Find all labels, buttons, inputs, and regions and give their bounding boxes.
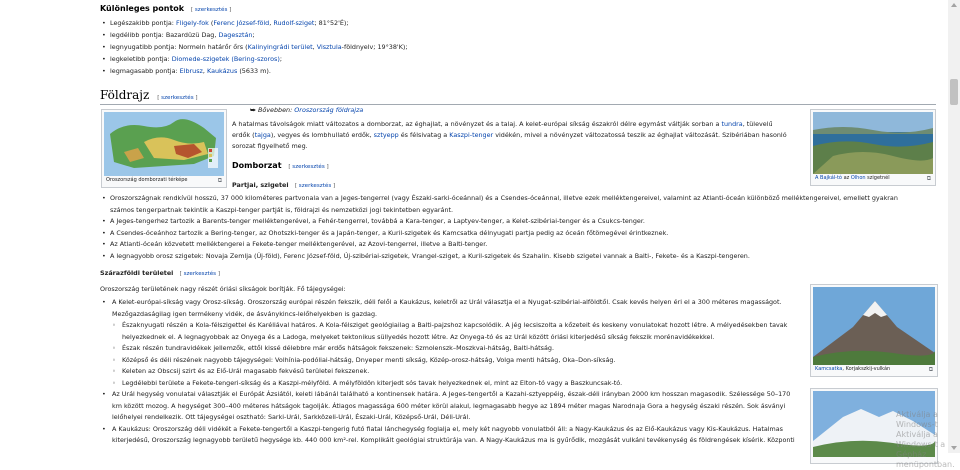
scroll-down-arrow-icon[interactable] [951, 446, 957, 450]
special-point-item: • legkeletibb pontja: Diomede-szigetek (Bering-szoros); [100, 53, 408, 65]
kamchatka-caption: Kamcsatka, Korjakszkij-vulkán ⧉ [815, 366, 933, 373]
special-point-item: • legdélibb pontja: Bazardüzü Dag, Dagesztán; [100, 29, 408, 41]
main-article-icon: ⮩ [250, 106, 258, 114]
enlarge-icon[interactable]: ⧉ [926, 175, 931, 182]
enlarge-icon[interactable]: ⧉ [217, 177, 222, 184]
coast-list [100, 193, 916, 262]
land-intro: Oroszország területének nagy részét óriási síkságok borítják. Fő tájegységei: [100, 285, 346, 293]
baikal-caption: A Bajkál-tó az Olhon szigetnél ⧉ [815, 175, 931, 182]
article-content [96, 0, 955, 469]
land-list [100, 297, 800, 447]
relief-map-thumbnail[interactable] [101, 109, 227, 188]
special-points-heading: Különleges pontok [100, 4, 185, 13]
coast-list-item: • A Jeges-tengerhez tartozik a Barents-tenger melléktengerével, a Fehér-tengerrel, továbbá a Kara-tenger, a Laptyev-tenger, a Kelet-szibériai-tenger és a Csukcs-tenger. [100, 216, 916, 228]
edit-coast-link[interactable]: [ szerkesztés ] [294, 183, 336, 189]
special-point-link[interactable]: Elbrusz [179, 67, 203, 75]
edit-section-link[interactable]: [ szerkesztés ] [190, 7, 232, 13]
intro-link[interactable]: tundra [721, 120, 743, 128]
land-heading: Szárazföldi területei [ szerkesztés ] [100, 269, 221, 277]
section-title-geography [100, 88, 936, 105]
special-point-link[interactable]: Kalinyingrádi terület [247, 43, 313, 51]
land-sublist-item: ◦ Legdélebbi területe a Fekete-tengeri-síkság és a Kaszpi-mélyföld. A mélyföldön kiterjedt sós tavak helyezkednek el, mint az Elton-tó vagy a Baszkuncsak-tó. [100, 378, 800, 390]
baikal-thumbnail[interactable] [810, 109, 936, 186]
relief-heading: Domborzat [ szerkesztés ] [232, 161, 329, 170]
enlarge-icon[interactable]: ⧉ [928, 366, 933, 373]
special-point-link[interactable]: Kaukázus [206, 67, 238, 75]
special-point-item: • legmagasabb pontja: Elbrusz, Kaukázus (5633 m). [100, 65, 408, 77]
olhon-link[interactable]: Olhon [850, 175, 866, 181]
land-sublist-item: ◦ Keleten az Obscsij szirt és az Elő-Urál magasabb fekvésű területei fekszenek. [100, 366, 800, 378]
coast-list-item: • Oroszországnak rendkívül hosszú, 37 000 kilométeres partvonala van a Jeges-tengerrel (vagy Északi-sarki-óceánnal) és a Csendes-óceánnal, illetve ezek melléktengereivel, valamint az Atlanti-óceán különböző melléktengereivel, emellett gyakran számos tengerpartnak tekintik a Kaszpi-tenger partját is, földrajzi és nemzetközi jogi tekintetben egyaránt. [100, 193, 916, 216]
land-sublist [100, 320, 800, 389]
activation-watermark: Aktiválja a Windows-t Aktiválja a Windows-t a Gépház menüpontban. [896, 410, 955, 469]
special-point-item: • legnyugatibb pontja: Normeln határőr őrs (Kalinyingrádi terület, Visztula-földnyelv; 19°38'K); [100, 41, 408, 53]
scrollbar-thumb[interactable] [950, 79, 958, 105]
special-point-item: • Legészakibb pontja: Fligely-fok (Ferenc József-föld, Rudolf-sziget; 81°52'É); [100, 17, 408, 29]
section-title-special-points [100, 4, 231, 13]
coast-list-item: • A legnagyobb orosz szigetek: Novaja Zemlja (Új-föld), Ferenc József-föld, Új-szibériai-szigetek, Vrangel-sziget, a Kuril-szigetek és Szahalin. Kisebb szigetei vannak a Balti-, Fekete- és a Kaszpi-tengeren. [100, 251, 916, 263]
special-point-link[interactable]: Visztula [316, 43, 342, 51]
edit-land-link[interactable]: [ szerkesztés ] [179, 271, 221, 277]
land-sublist-item: ◦ Északnyugati részén a Kola-félszigettel és Karéliával határos. A Kola-félsziget geológiailag a Balti-pajzshoz kapcsolódik. A jég lecsiszolta a kőzeteit és keskeny vonulatokat hozott létre. A mélyedésekben tavak helyezkednek el. A legnagyobbak az Onyega és a Ladoga, melyeket tektonikus süllyedés hozott létre. Az Onyega-tó és az Urál között óriási kiterjedésű síkság fekszik morénavidékekkel. [100, 320, 800, 343]
coast-heading: Partjai, szigetei [ szerkesztés ] [232, 181, 336, 189]
kamchatka-thumbnail[interactable] [810, 284, 938, 377]
baikal-link[interactable]: A Bajkál-tó [815, 175, 842, 181]
special-point-link[interactable]: Rudolf-sziget [273, 19, 315, 27]
edit-relief-link[interactable]: [ szerkesztés ] [288, 164, 329, 170]
baikal-image[interactable] [813, 112, 933, 174]
coast-list-item: • A Csendes-óceánhoz tartozik a Bering-tenger, az Ohotszki-tenger és a Japán-tenger, a Kuril-szigetek és Kamcsatka délnyugati partja pedig az óceán főtömegével érintkeznek. [100, 228, 916, 240]
intro-link[interactable]: Kaszpi-tenger [449, 131, 494, 139]
land-list-item: • A Kelet-európai-síkság vagy Orosz-síkság. Oroszország európai részén fekszik, déli felől a Kaukázus, keletről az Urál választja el a Nyugat-szibériai-alföldtől. Csak kevés helyen éri el a 300 méteres magasságot. Mezőgazdaságilag igen termékeny vidék, de ásványkincs-lelőhelyekben is gazdag. [100, 297, 800, 320]
land-sublist-item: ◦ Észak részén tundravidékek jellemzők, ettől kissé délebbre már erdős hátságok fekszenek: Szmolenszk–Moszkvai-hátság, Balti-hátság. [100, 343, 800, 355]
vertical-scrollbar[interactable] [948, 0, 960, 453]
coast-list-item: • Az Atlanti-óceán közvetett melléktengerei a Fekete-tenger melléktengerével, az Azovi-tengerrel, illetve a Balti-tenger. [100, 239, 916, 251]
relief-map-caption: Oroszország domborzati térképe ⧉ [106, 177, 222, 184]
intro-link[interactable]: tajga [254, 131, 271, 139]
relief-map-image[interactable] [104, 112, 224, 176]
special-point-link[interactable]: Fligely-fok [176, 19, 209, 27]
land-sublist-item: ◦ Középső és déli részének nagyobb tájegységei: Volhínia-podóliai-hátság, Dnyeper menti síkság, Közép-orosz-hátság, Volga menti hátság, Oka–Don-síkság. [100, 355, 800, 367]
intro-link[interactable]: sztyepp [373, 131, 399, 139]
special-point-link[interactable]: Dagesztán [218, 31, 253, 39]
geography-heading: Földrajz [100, 88, 150, 102]
main-article-link[interactable]: Oroszország földrajza [294, 106, 364, 114]
land-list-item: • Az Urál hegység vonulatai választják el Európát Ázsiától, keleti lábánál található a kontinensek határa. A Jeges-tengertől a Kazahi-sztyeppéig, észak-déli irányban 2000 km hosszan magasodik. Szélessége 50–170 km között mozog. A hegységet 300–400 méteres hátságok tagolják. Átlagos magassága 600 méter körül alakul, legmagasabb hegye az 1894 méter magas Narodnaja Gora a hegység északi részén. Sok ásványi lelőhelyei rendelkezik. Ott tájegységei osztható: Sarki-Urál, Sarkközeli-Urál, Északi-Urál, Középső-Urál, Déli-Urál. [100, 389, 800, 424]
special-points-list [100, 17, 408, 77]
special-point-link[interactable]: Diomede-szigetek (Bering-szoros) [171, 55, 280, 63]
edit-geography-link[interactable]: [ szerkesztés ] [157, 95, 198, 101]
special-point-link[interactable]: Ferenc József-föld [213, 19, 270, 27]
kamchatka-image[interactable] [813, 287, 935, 365]
land-list-item: • A Kaukázus: Oroszország déli vidékét a Fekete-tengertől a Kaszpi-tengerig futó fiatal lánchegység foglalja el, mely két nagyobb vonulatból áll: a Nagy-Kaukázus és az Elő-Kaukázus vagy Kis-Kaukázus. Hatalmas kiterjedésű, Oroszország legnagyobb területű hegysége kb. 440 000 km²-rel. Komplikált geológiai struktúrája van. A Nagy-Kaukázus ma is gyűrődik, mozgását vulkáni tevékenység és földrengések kísérik. Központi [100, 424, 800, 447]
geography-intro-paragraph: A hatalmas távolságok miatt változatos a domborzat, az éghajlat, a növényzet és a talaj. A kelet-európai síkság északról délre egymást váltják sorban a tundra, tülevelű erdők (tajga), vegyes és lombhullató erdők, sztyepp és félsivatag a Kaszpi-tenger vidékén, mivel a növényzet változatossá teszik az éghajlat változását. Szibériában hasonló sorozat figyelhető meg. [232, 120, 787, 150]
scroll-up-arrow-icon[interactable] [951, 3, 957, 7]
main-article-note: ⮩ Bővebben: Oroszország földrajza [250, 106, 364, 114]
kamchatka-link[interactable]: Kamcsatka [815, 366, 843, 372]
